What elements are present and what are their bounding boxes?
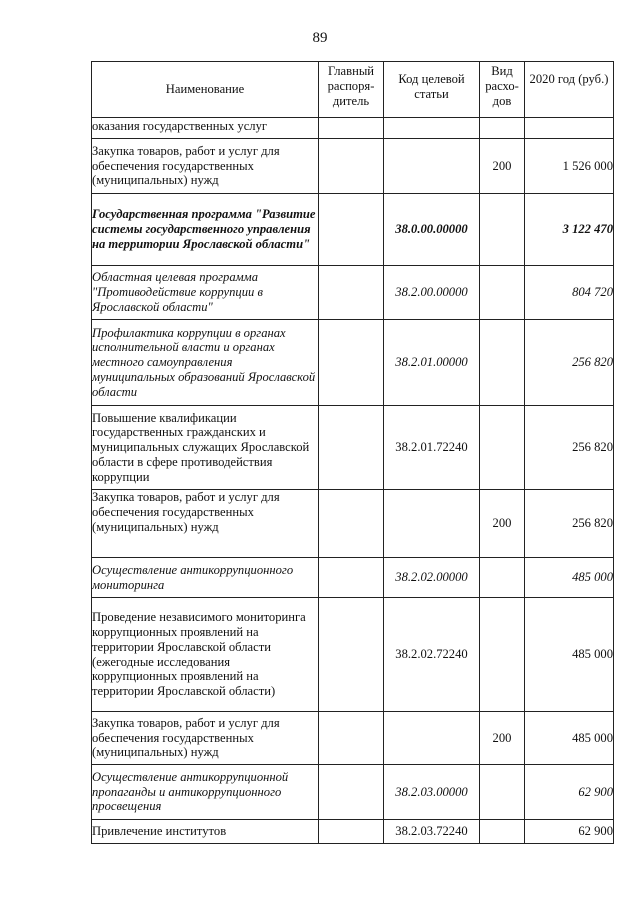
row-kod: 38.2.03.72240 — [384, 820, 480, 844]
row-sum: 62 900 — [525, 765, 614, 820]
table-row — [92, 194, 614, 266]
table-row — [92, 598, 614, 712]
row-sum: 3 122 470 — [525, 194, 614, 266]
row-sum: 485 000 — [525, 558, 614, 598]
page-number: 89 — [312, 30, 328, 46]
header-glav: Главный распоря-дитель — [319, 62, 384, 118]
row-vid — [480, 558, 525, 598]
row-kod: 38.2.02.00000 — [384, 558, 480, 598]
row-sum: 256 820 — [525, 490, 614, 558]
row-sum: 256 820 — [525, 406, 614, 490]
table-row — [92, 490, 614, 558]
row-kod — [384, 712, 480, 765]
row-sum: 804 720 — [525, 266, 614, 320]
header-name: Наименование — [92, 62, 319, 118]
row-vid: 200 — [480, 139, 525, 194]
table-row — [92, 712, 614, 765]
row-kod: 38.2.01.00000 — [384, 320, 480, 406]
row-name: оказания государственных услуг — [92, 118, 319, 139]
row-name: Областная целевая программа "Противодействие коррупции в Ярославской области" — [92, 266, 319, 320]
header-sum: 2020 год (руб.) — [525, 62, 614, 118]
row-sum: 256 820 — [525, 320, 614, 406]
row-name: Привлечение институтов — [92, 820, 319, 844]
row-name: Закупка товаров, работ и услуг для обеспечения государственных (муниципальных) нужд — [92, 490, 319, 558]
row-vid — [480, 320, 525, 406]
row-vid — [480, 118, 525, 139]
table-row — [92, 406, 614, 490]
header-kod: Код целевой статьи — [384, 62, 480, 118]
row-name: Осуществление антикоррупционной пропаганды и антикоррупционного просвещения — [92, 765, 319, 820]
row-vid — [480, 598, 525, 712]
table-row — [92, 266, 614, 320]
row-sum: 485 000 — [525, 598, 614, 712]
table-row — [92, 558, 614, 598]
row-vid — [480, 820, 525, 844]
row-kod: 38.0.00.00000 — [384, 194, 480, 266]
row-vid — [480, 406, 525, 490]
row-vid — [480, 194, 525, 266]
table-row — [92, 765, 614, 820]
table-row — [92, 118, 614, 139]
row-vid — [480, 266, 525, 320]
row-name: Осуществление антикоррупционного мониторинга — [92, 558, 319, 598]
table-row — [92, 820, 614, 844]
row-kod: 38.2.01.72240 — [384, 406, 480, 490]
row-name: Закупка товаров, работ и услуг для обеспечения государственных (муниципальных) нужд — [92, 712, 319, 765]
header-vid: Вид расхо-дов — [480, 62, 525, 118]
row-name: Государственная программа "Развитие системы государственного управления на территории Ярославской области" — [92, 194, 319, 266]
table-row — [92, 320, 614, 406]
row-sum: 1 526 000 — [525, 139, 614, 194]
row-sum: 62 900 — [525, 820, 614, 844]
row-sum — [525, 118, 614, 139]
row-vid — [480, 765, 525, 820]
row-kod — [384, 139, 480, 194]
row-kod: 38.2.02.72240 — [384, 598, 480, 712]
row-name: Профилактика коррупции в органах исполнительной власти и органах местного самоуправления муниципальных образований Ярославской области — [92, 320, 319, 406]
row-kod — [384, 490, 480, 558]
table-header-row — [92, 62, 614, 118]
table-row — [92, 139, 614, 194]
row-vid: 200 — [480, 490, 525, 558]
row-kod: 38.2.00.00000 — [384, 266, 480, 320]
row-name: Проведение независимого мониторинга коррупционных проявлений на территории Ярославской области (ежегодные исследования коррупционных проявлений на территории Ярославской области) — [92, 598, 319, 712]
row-kod: 38.2.03.00000 — [384, 765, 480, 820]
row-name: Закупка товаров, работ и услуг для обеспечения государственных (муниципальных) нужд — [92, 139, 319, 194]
row-kod — [384, 118, 480, 139]
row-sum: 485 000 — [525, 712, 614, 765]
budget-table — [91, 61, 614, 844]
row-name: Повышение квалификации государственных гражданских и муниципальных служащих Ярославской области в сфере противодействия коррупции — [92, 406, 319, 490]
row-vid: 200 — [480, 712, 525, 765]
